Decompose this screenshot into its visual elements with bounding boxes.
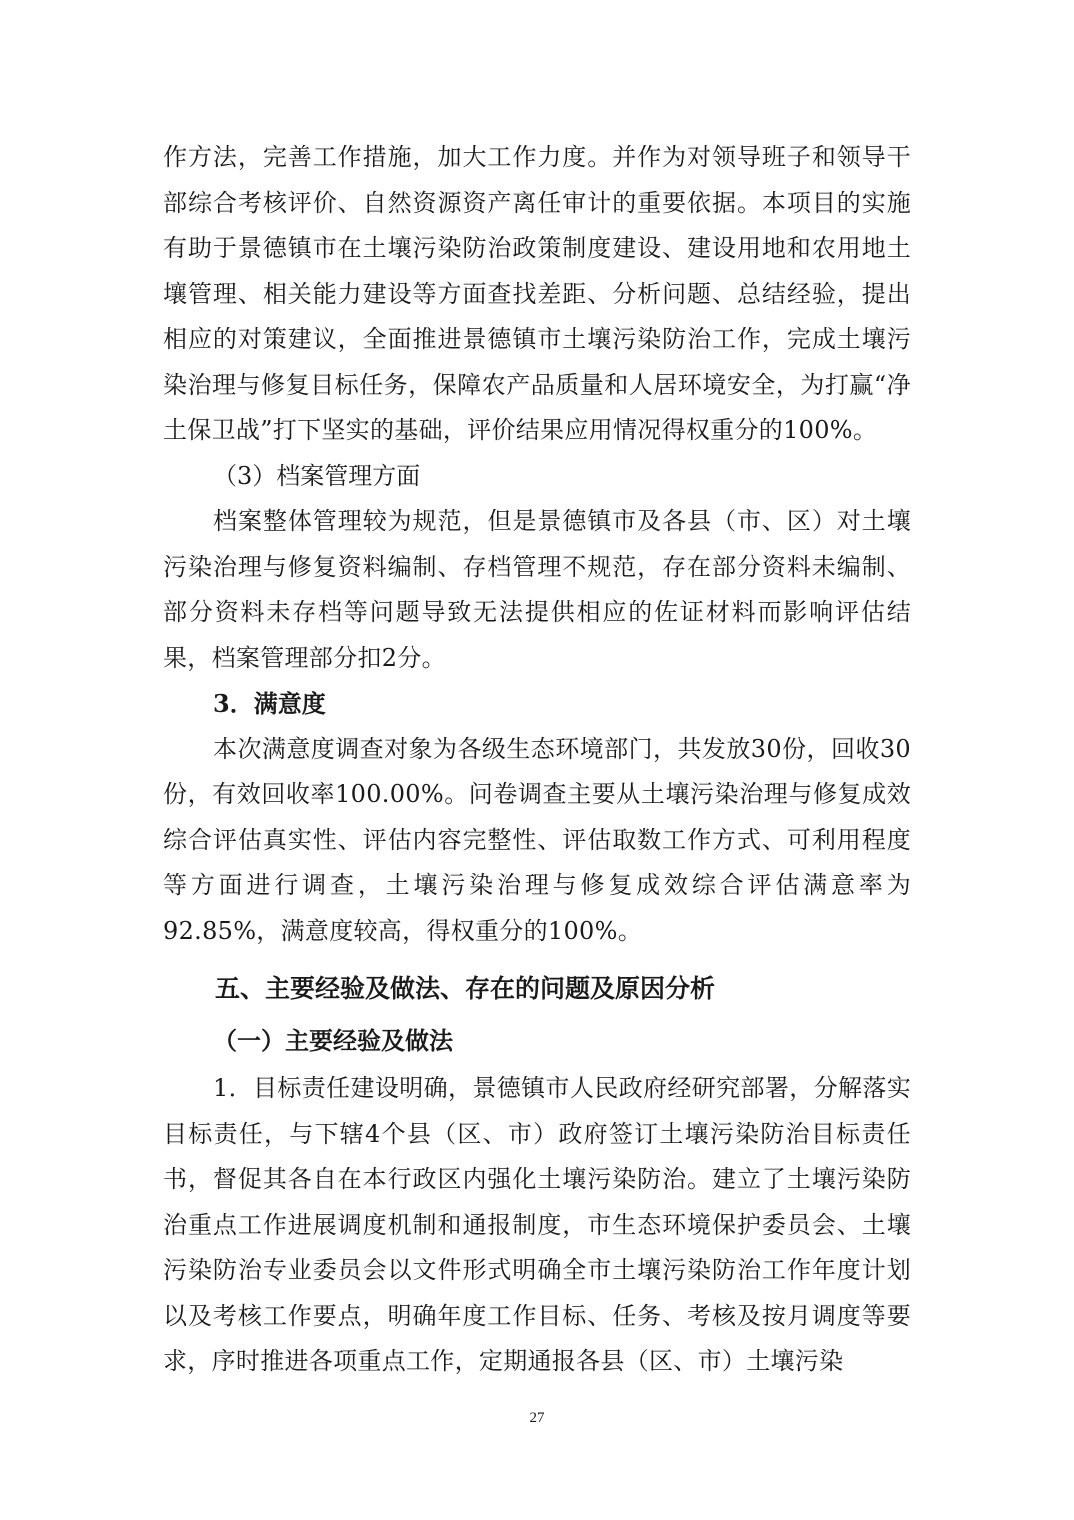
paragraph-target-responsibility: 1．目标责任建设明确，景德镇市人民政府经研究部署，分解落实目标责任，与下辖4个县（区、市）政府签订土壤污染防治目标责任书，督促其各自在本行政区内强化土壤污染防治。建立了土壤污染防治重点工作进展调度机制和通报制度，市生态环境保护委员会、土壤污染防治专业委员会以文件形式明确全市土壤污染防治工作年度计划以及考核工作要点，明确年度工作目标、任务、考核及按月调度等要求，序时推进各项重点工作，定期通报各县（区、市）土壤污染 [163, 1074, 911, 1375]
paragraph-satisfaction: 本次满意度调查对象为各级生态环境部门，共发放30份，回收30份，有效回收率100.00%。问卷调查主要从土壤污染治理与修复成效综合评估真实性、评估内容完整性、评估取数工作方式、可利用程度等方面进行调查，土壤污染治理与修复成效综合评估满意率为92.85%，满意度较高，得权重分的100%。 [163, 734, 911, 945]
paragraph-evaluation-result: 作方法，完善工作措施，加大工作力度。并作为对领导班子和领导干部综合考核评价、自然资源资产离任审计的重要依据。本项目的实施有助于景德镇市在土壤污染防治政策制度建设、建设用地和农用地土壤管理、相关能力建设等方面查找差距、分析问题、总结经验，提出相应的对策建议，全面推进景德镇市土壤污染防治工作，完成土壤污染治理与修复目标任务，保障农产品质量和人居环境安全，为打赢“净土保卫战”打下坚实的基础，评价结果应用情况得权重分的100%。 [163, 143, 911, 444]
section-heading-experience-problems: 五、主要经验及做法、存在的问题及原因分析 [215, 974, 716, 1003]
document-body [163, 135, 911, 1385]
heading-satisfaction: 3．满意度 [213, 689, 326, 718]
heading-archive-management: （3）档案管理方面 [213, 461, 421, 490]
sub-heading-main-experience: （一）主要经验及做法 [213, 1027, 453, 1055]
paragraph-archive-management: 档案整体管理较为规范，但是景德镇市及各县（市、区）对土壤污染治理与修复资料编制、存档管理不规范，存在部分资料未编制、部分资料未存档等问题导致无法提供相应的佐证材料而影响评估结果，档案管理部分扣2分。 [163, 507, 911, 672]
page-number: 27 [529, 1410, 545, 1426]
